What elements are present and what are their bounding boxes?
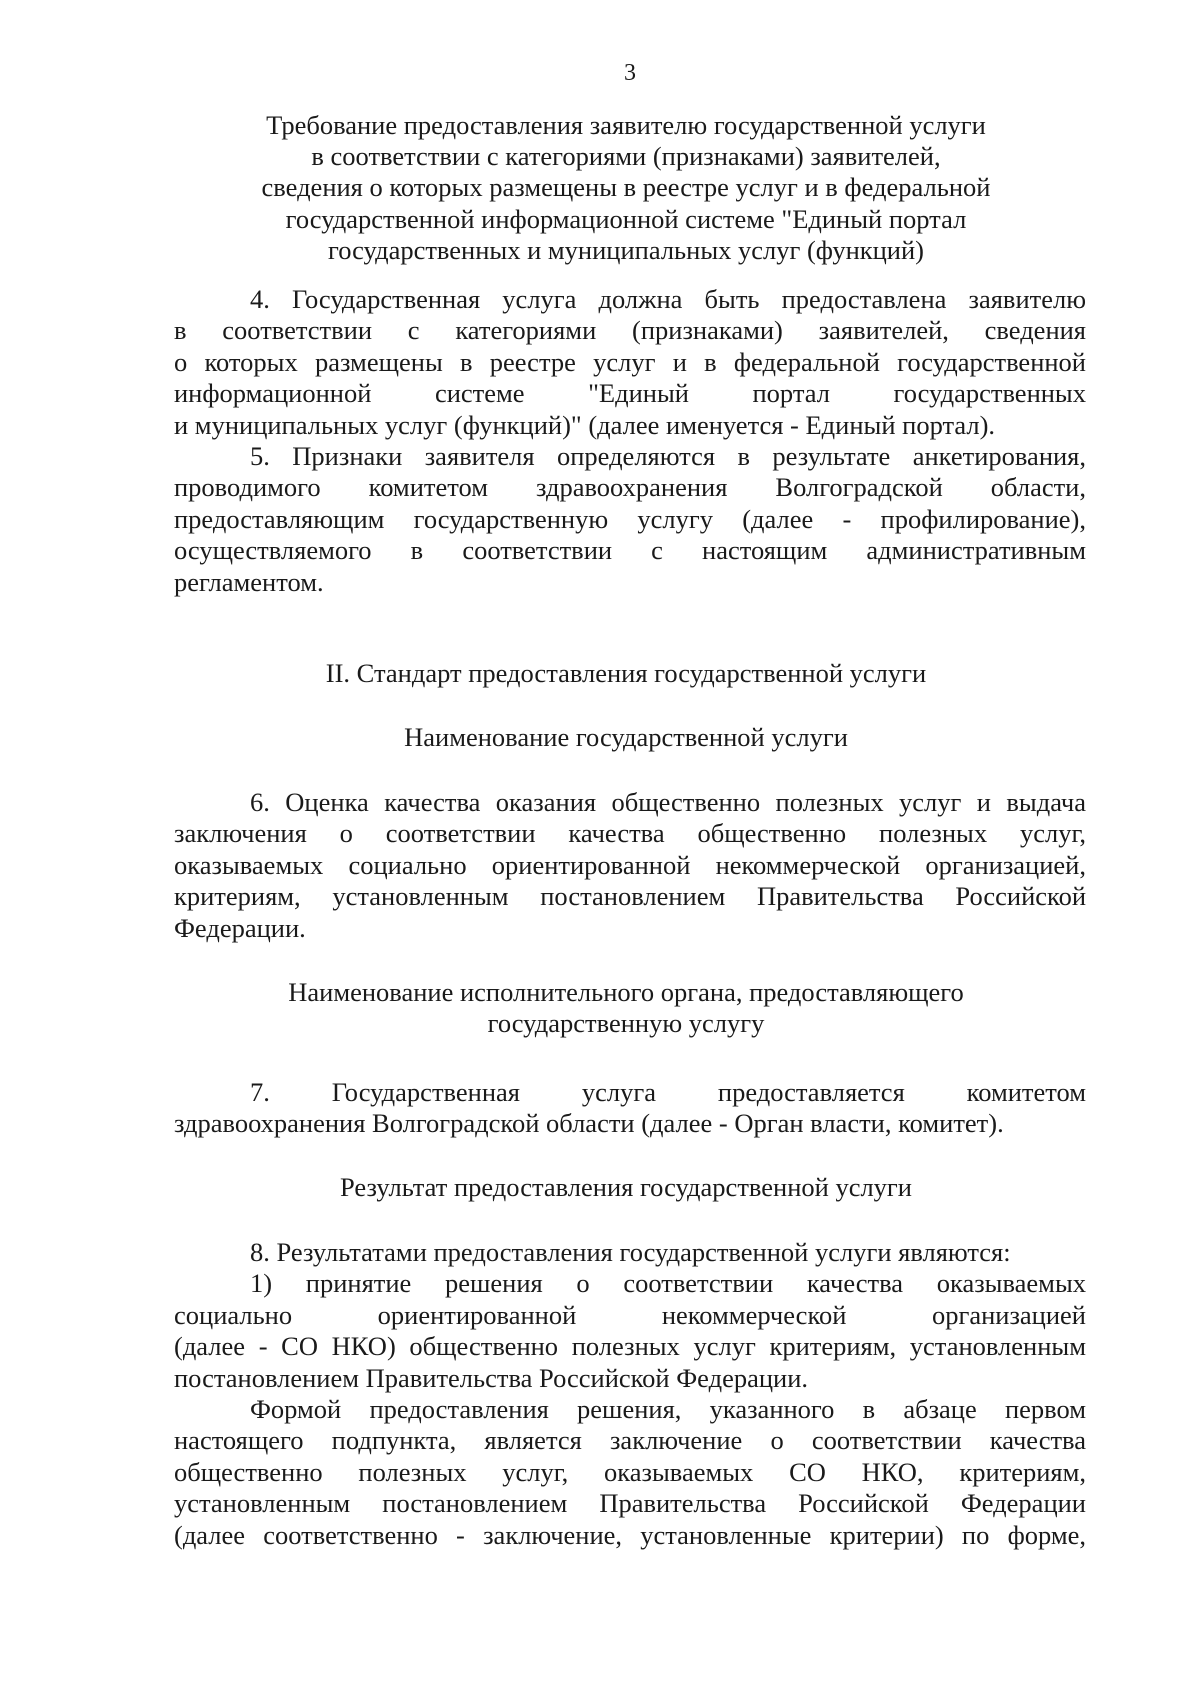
paragraph-line: 1) принятие решения о соответствии качества оказываемых (250, 1268, 1086, 1299)
paragraph-line: 8. Результатами предоставления государственной услуги являются: (250, 1237, 1011, 1267)
paragraph-line: общественно полезных услуг, оказываемых СО НКО, критериям, (174, 1456, 1086, 1487)
paragraph-line: критериям, установленным постановлением Правительства Российской (174, 881, 1086, 912)
heading-line: государственной информационной системе "Единый портал (285, 203, 967, 234)
paragraph-line: проводимого комитетом здравоохранения Волгоградской области, (174, 472, 1086, 503)
heading-line: Наименование государственной услуги (404, 722, 848, 752)
paragraph-line: в соответствии с категориями (признаками) заявителей, сведения (174, 315, 1086, 346)
paragraph-line: осуществляемого в соответствии с настоящим административным (174, 535, 1086, 566)
heading-line: государственную услугу (487, 1008, 765, 1039)
paragraph-line: регламентом. (174, 566, 324, 597)
paragraph-5 (174, 441, 1086, 598)
paragraph-line: (далее соответственно - заключение, установленные критерии) по форме, (174, 1519, 1086, 1550)
heading-applicant-requirement (166, 110, 1086, 266)
paragraph-line: 6. Оценка качества оказания общественно полезных услуг и выдача (250, 787, 1086, 817)
paragraph-line: и муниципальных услуг (функций)" (далее именуется - Единый портал). (174, 409, 996, 440)
paragraph-line: 5. Признаки заявителя определяются в результате анкетирования, (250, 441, 1086, 471)
paragraph-8-form (174, 1394, 1086, 1551)
heading-executive-organ (166, 977, 1086, 1039)
heading-line: Результат предоставления государственной услуги (340, 1172, 912, 1202)
heading-line: сведения о которых размещены в реестре услуг и в федеральной (261, 172, 991, 203)
paragraph-line: Федерации. (174, 912, 306, 943)
heading-line: в соответствии с категориями (признаками) заявителей, (311, 141, 941, 172)
paragraph-line: социально ориентированной некоммерческой организацией (174, 1299, 1086, 1330)
paragraph-7 (174, 1077, 1086, 1140)
paragraph-line: информационной системе "Единый портал государственных (174, 378, 1086, 409)
paragraph-line: (далее - СО НКО) общественно полезных услуг критериям, установленным (174, 1331, 1086, 1362)
paragraph-line: настоящего подпункта, является заключение о соответствии качества (174, 1425, 1086, 1456)
page-number: 3 (624, 60, 636, 86)
paragraph-line: 4. Государственная услуга должна быть предоставлена заявителю (250, 284, 1086, 314)
heading-line: Требование предоставления заявителю государственной услуги (266, 110, 986, 140)
heading-section-2 (166, 658, 1086, 689)
heading-result (166, 1172, 1086, 1203)
paragraph-line: установленным постановлением Правительства Российской Федерации (174, 1488, 1086, 1519)
paragraph-line: предоставляющим государственную услугу (далее - профилирование), (174, 503, 1086, 534)
heading-line: государственных и муниципальных услуг (функций) (327, 234, 924, 265)
paragraph-line: Формой предоставления решения, указанного в абзаце первом (250, 1394, 1086, 1424)
paragraph-4 (174, 284, 1086, 441)
paragraph-8 (174, 1237, 1086, 1394)
paragraph-line: 7. Государственная услуга предоставляется комитетом (250, 1077, 1086, 1107)
paragraph-line: оказываемых социально ориентированной некоммерческой организацией, (174, 849, 1086, 880)
heading-line: Наименование исполнительного органа, предоставляющего (288, 977, 964, 1007)
paragraph-line: заключения о соответствии качества общественно полезных услуг, (174, 818, 1086, 849)
paragraph-line: здравоохранения Волгоградской области (далее - Орган власти, комитет). (174, 1108, 1004, 1139)
heading-line: II. Стандарт предоставления государственной услуги (325, 658, 927, 688)
paragraph-line: постановлением Правительства Российской Федерации. (174, 1362, 809, 1393)
paragraph-line: о которых размещены в реестре услуг и в федеральной государственной (174, 346, 1086, 377)
heading-service-name (166, 722, 1086, 753)
paragraph-6 (174, 787, 1086, 944)
